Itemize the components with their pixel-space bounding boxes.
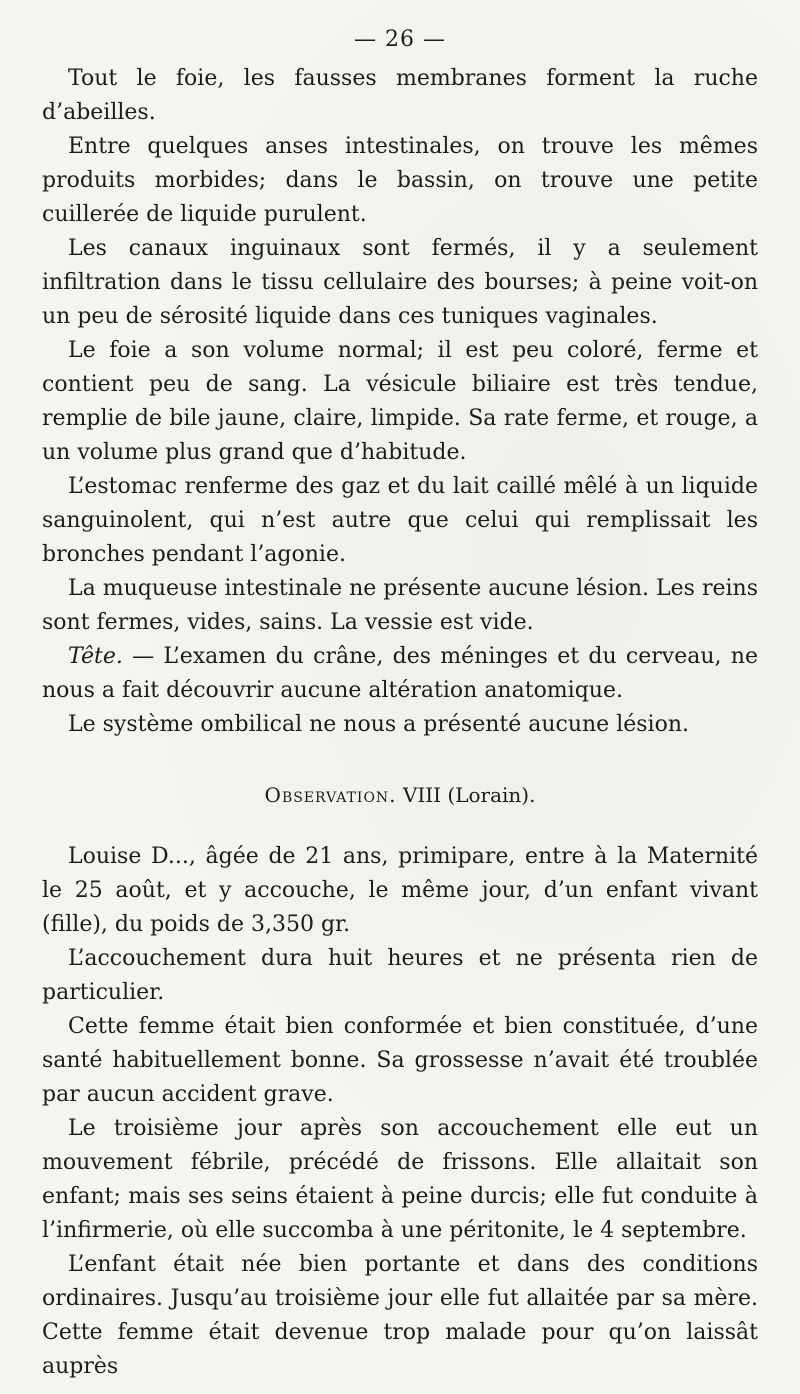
section-observation-viii bbox=[42, 840, 758, 1384]
section-autopsy-continued bbox=[42, 62, 758, 742]
paragraph-troisieme-jour: Le troisième jour après son accouchement elle eut un mouvement fébrile, précédé de frissons. Elle allaitait son enfant; mais ses seins étaient à peine durcis; elle fut conduite à l’infirmerie, où elle succomba à une péritonite, le 4 septembre. bbox=[42, 1116, 758, 1243]
tete-text: — L’examen du crâne, des méninges et du cerveau, ne nous a fait découvrir aucune altération anatomique. bbox=[42, 644, 758, 703]
paragraph-foie-ruche: Tout le foie, les fausses membranes forment la ruche d’abeilles. bbox=[42, 66, 758, 125]
paragraph-tete bbox=[42, 640, 758, 708]
paragraph-systeme-ombilical: Le système ombilical ne nous a présenté aucune lésion. bbox=[68, 712, 689, 737]
paragraph-conformee: Cette femme était bien conformée et bien constituée, d’une santé habituellement bonne. Sa grossesse n’avait été troublée par aucun accident grave. bbox=[42, 1014, 758, 1107]
page-number: — 26 — bbox=[354, 27, 446, 52]
paragraph-muqueuse: La muqueuse intestinale ne présente aucune lésion. Les reins sont fermes, vides, sains. La vessie est vide. bbox=[42, 576, 758, 635]
observation-number: VIII (Lorain). bbox=[396, 783, 536, 807]
paragraph-estomac: L’estomac renferme des gaz et du lait caillé mêlé à un liquide sanguinolent, qui n’est autre que celui qui remplissait les bronches pendant l’agonie. bbox=[42, 474, 758, 567]
paragraph-enfant: L’enfant était née bien portante et dans des conditions ordinaires. Jusqu’au troisième jour elle fut allaitée par sa mère. Cette femme était devenue trop malade pour qu’on laissât auprès bbox=[42, 1252, 758, 1379]
paragraph-accouchement: L’accouchement dura huit heures et ne présenta rien de particulier. bbox=[42, 946, 758, 1005]
paragraph-foie-volume: Le foie a son volume normal; il est peu coloré, ferme et contient peu de sang. La vésicule biliaire est très tendue, remplie de bile jaune, claire, limpide. Sa rate ferme, et rouge, a un volume plus grand que d’habitude. bbox=[42, 338, 758, 465]
observation-heading bbox=[42, 778, 758, 812]
paragraph-louise: Louise D..., âgée de 21 ans, primipare, entre à la Maternité le 25 août, et y accouche, le même jour, d’un enfant vivant (fille), du poids de 3,350 gr. bbox=[42, 844, 758, 937]
tete-label: Tête. bbox=[68, 644, 123, 669]
observation-label: Observation. bbox=[264, 783, 397, 807]
paragraph-anses-intestinales: Entre quelques anses intestinales, on trouve les mêmes produits morbides; dans le bassin, on trouve une petite cuillerée de liquide purulent. bbox=[42, 134, 758, 227]
paragraph-canaux-inguinaux: Les canaux inguinaux sont fermés, il y a seulement infiltration dans le tissu cellulaire des bourses; à peine voit-on un peu de sérosité liquide dans ces tuniques vaginales. bbox=[42, 236, 758, 329]
